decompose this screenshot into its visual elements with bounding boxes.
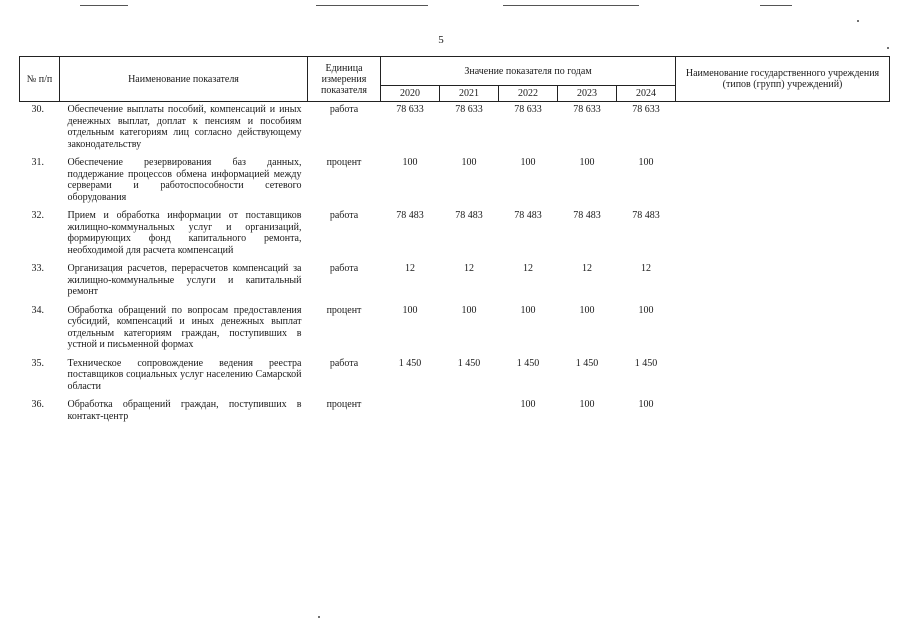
institution-cell: [676, 102, 890, 156]
value-2020: 78 483: [396, 210, 424, 221]
value-2024: 12: [641, 263, 651, 274]
value-2020: 100: [402, 157, 418, 168]
value-2020: 100: [402, 304, 418, 316]
row-number: 36.: [31, 399, 44, 410]
header-year: 2022: [499, 86, 558, 102]
value-2021: [440, 397, 499, 427]
indicator-name: Обеспечение резервирования баз данных, поддержание процессов обмена информацией между серверами и работоспособности сетевого оборудования: [67, 157, 302, 203]
scan-artifact-line: [503, 5, 639, 6]
value-2021: 100: [461, 304, 477, 316]
value-2020: 78 633: [396, 104, 424, 115]
value-2020: [381, 397, 440, 427]
value-2022: 100: [520, 157, 536, 168]
row-number: 34.: [31, 304, 44, 316]
indicator-name: Обеспечение выплаты пособий, компенсаций и иных денежных выплат, доплат к пенсиям и пособиям отдельным категориям лиц согласно действующему законодательству: [67, 104, 302, 150]
value-2022: 100: [520, 399, 536, 410]
indicator-name: Обработка обращений граждан, поступивших в контакт-центр: [67, 399, 302, 422]
indicator-unit: работа: [329, 263, 359, 274]
value-2021: 78 633: [455, 104, 483, 115]
institution-cell: [676, 155, 890, 208]
institution-cell: [676, 303, 890, 356]
value-2021: 100: [461, 157, 477, 168]
indicator-name: Прием и обработка информации от поставщиков жилищно-коммунальных услуг и организаций, формирующих фонд капитального ремонта, необходимой для расчета компенсаций: [67, 210, 302, 256]
indicator-name: Техническое сопровождение ведения реестра поставщиков социальных услуг населению Самарской области: [67, 357, 302, 392]
value-2021: 1 450: [457, 357, 481, 369]
value-2023: 100: [579, 157, 595, 168]
row-number: 31.: [31, 157, 44, 168]
indicator-unit: процент: [326, 304, 362, 316]
value-2024: 78 633: [632, 104, 660, 115]
value-2023: 78 633: [573, 104, 601, 115]
header-year: 2023: [558, 86, 617, 102]
table-row: [20, 397, 890, 427]
value-2022: 78 633: [514, 104, 542, 115]
row-number: 30.: [31, 104, 44, 115]
header-year: 2021: [440, 86, 499, 102]
institution-cell: [676, 356, 890, 398]
page-number: 5: [438, 34, 444, 46]
value-2020: 12: [405, 263, 415, 274]
header-num: № п/п: [20, 57, 60, 102]
institution-cell: [676, 208, 890, 261]
value-2024: 100: [638, 399, 654, 410]
value-2024: 100: [638, 304, 654, 316]
table-row: [20, 356, 890, 398]
value-2022: 78 483: [514, 210, 542, 221]
value-2024: 100: [638, 157, 654, 168]
value-2020: 1 450: [398, 357, 422, 369]
table-row: [20, 102, 890, 156]
indicator-name: Организация расчетов, перерасчетов компенсаций за жилищно-коммунальные услуги и капитальный ремонт: [67, 263, 302, 297]
value-2024: 1 450: [634, 357, 658, 369]
table-row: [20, 303, 890, 356]
indicator-name: Обработка обращений по вопросам предоставления субсидий, компенсаций и иных денежных выплат отдельным категориям граждан, поступивших в устной и письменной формах: [67, 304, 302, 350]
institution-cell: [676, 397, 890, 427]
header-values-group: Значение показателя по годам: [381, 57, 676, 86]
value-2022: 1 450: [516, 357, 540, 369]
header-row: [20, 57, 890, 86]
row-number: 35.: [31, 357, 44, 369]
scan-artifact-dot: [318, 616, 320, 618]
value-2023: 12: [582, 263, 592, 274]
value-2023: 1 450: [575, 357, 599, 369]
table-row: [20, 155, 890, 208]
indicator-unit: работа: [329, 210, 359, 221]
scan-artifact-dot: [857, 20, 859, 22]
scan-artifact-line: [316, 5, 428, 6]
value-2023: 100: [579, 399, 595, 410]
indicators-table: [19, 56, 890, 427]
scan-artifact-line: [80, 5, 128, 6]
header-year: 2020: [381, 86, 440, 102]
header-year: 2024: [617, 86, 676, 102]
value-2023: 78 483: [573, 210, 601, 221]
header-institution: Наименование государственного учреждения (типов (групп) учреждений): [676, 57, 890, 102]
indicator-unit: работа: [329, 104, 359, 115]
indicator-unit: процент: [326, 157, 362, 168]
indicator-unit: работа: [329, 357, 359, 369]
value-2021: 78 483: [455, 210, 483, 221]
institution-cell: [676, 261, 890, 303]
value-2022: 100: [520, 304, 536, 316]
row-number: 33.: [31, 263, 44, 274]
value-2022: 12: [523, 263, 533, 274]
header-unit: Единица измерения показателя: [308, 57, 381, 102]
table-row: [20, 261, 890, 303]
table-row: [20, 208, 890, 261]
value-2021: 12: [464, 263, 474, 274]
scan-artifact-dot: [887, 47, 889, 49]
row-number: 32.: [31, 210, 44, 221]
header-name: Наименование показателя: [60, 57, 308, 102]
table-body: [20, 102, 890, 428]
value-2024: 78 483: [632, 210, 660, 221]
value-2023: 100: [579, 304, 595, 316]
scan-artifact-line: [760, 5, 792, 6]
indicator-unit: процент: [326, 399, 362, 410]
